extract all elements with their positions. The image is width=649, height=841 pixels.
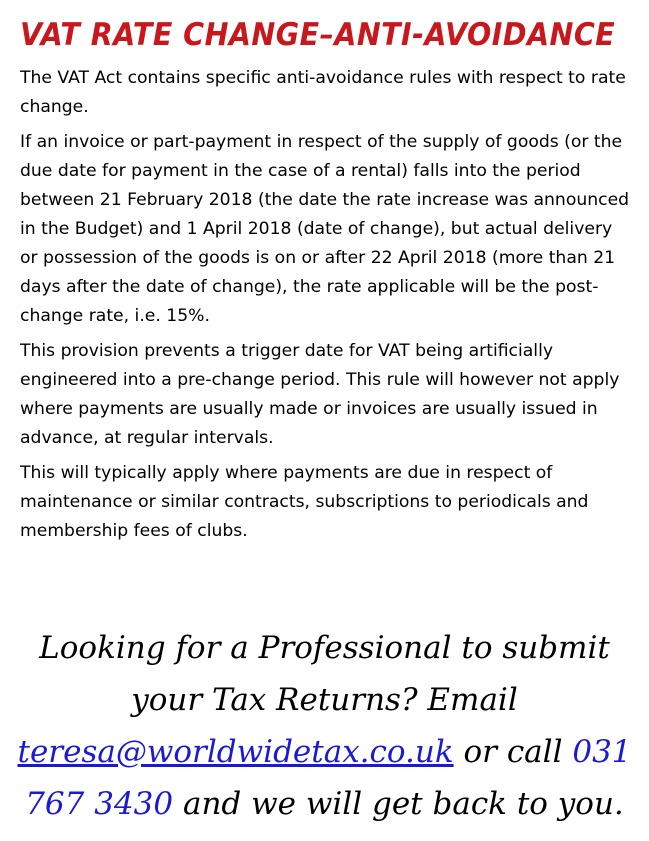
callout-middle-text: or call [453,734,573,770]
phone-number[interactable]: 031 767 3430 [25,734,632,822]
paragraph-1: The VAT Act contains specific anti-avoidance rules with respect to rate change. [20,68,626,117]
callout-lead-text: Looking for a Professional to submit your Tax Returns? Email [39,630,610,718]
callout-tail-text: and we will get back to you. [173,786,624,822]
contact-callout [0,622,649,830]
paragraph-3: This provision prevents a trigger date for VAT being artificially engineered into a pre-change period. This rule will however not apply where payments are usually made or invoices are usually issued in advance, at regular intervals. [20,341,620,448]
paragraph-2: If an invoice or part-payment in respect of the supply of goods (or the due date for payment in the case of a rental) falls into the period between 21 February 2018 (the date the rate increase was announced in the Budget) and 1 April 2018 (date of change), but actual delivery or possession of the goods is on or after 22 April 2018 (more than 21 days after the date of change), the rate applicable will be the post-change rate, i.e. 15%. [20,132,630,326]
email-link[interactable]: teresa@worldwidetax.co.uk [17,734,454,770]
document [20,0,635,546]
paragraph-4: This will typically apply where payments are due in respect of maintenance or similar contracts, subscriptions to periodicals and membership fees of clubs. [20,463,589,541]
page-title: VAT RATE CHANGE–ANTI-AVOIDANCE [20,17,616,53]
